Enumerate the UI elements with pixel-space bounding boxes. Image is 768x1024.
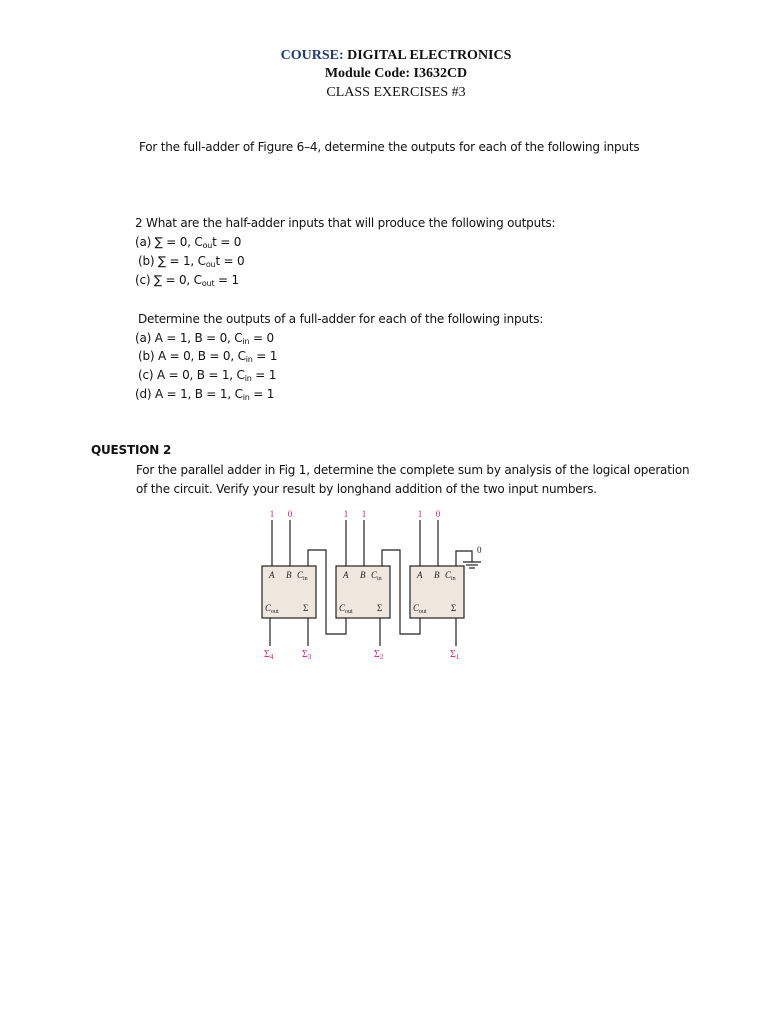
full-adder-item-b: (b) A = 0, B = 0, $C_{in} = 1$ (138, 349, 278, 364)
block-1-pin-b: B (286, 570, 292, 580)
output-sum-2: $\Sigma_2$ (374, 649, 384, 661)
block-2-pin-cin: $C_{in}$ (371, 570, 382, 582)
question-2-line-1: For the parallel adder in Fig 1, determine the complete sum by analysis of the logical operation (136, 463, 690, 477)
module-code: Module Code: I3632CD (324, 66, 468, 81)
full-adder-question: Determine the outputs of a full-adder for each of the following inputs: (138, 312, 544, 326)
question-2-title: QUESTION 2 (91, 443, 172, 457)
full-adder-item-d: (d) A = 1, B = 1, $C_{in} = 1$ (135, 387, 275, 402)
half-adder-question: 2 What are the half-adder inputs that will produce the following outputs: (135, 216, 556, 230)
input-1-b: 0 (287, 509, 293, 519)
output-sum-4: $\Sigma_4$ (264, 649, 274, 661)
exercise-title: CLASS EXERCISES #3 (326, 85, 466, 100)
block-2-pin-b: B (360, 570, 366, 580)
input-3-a: 1 (417, 509, 423, 519)
q1-intro: For the full-adder of Figure 6–4, determine the outputs for each of the following inputs (139, 140, 640, 154)
block-1-pin-cout: $C_{out}$ (265, 603, 279, 615)
block-1-pin-a: A (269, 570, 275, 580)
course-label: COURSE: (280, 48, 344, 63)
output-sum-1: $\Sigma_1$ (450, 649, 460, 661)
output-sum-3: $\Sigma_3$ (302, 649, 312, 661)
input-2-a: 1 (343, 509, 349, 519)
half-adder-item-a: (a) ∑ = 0, $C_{ou}t = 0$ (135, 235, 242, 250)
question-2-line-2: of the circuit. Verify your result by longhand addition of the two input numbers. (136, 482, 597, 496)
ground-value: 0 (477, 545, 482, 555)
block-2-pin-sum: Σ (377, 603, 383, 613)
block-1-pin-cin: $C_{in}$ (297, 570, 308, 582)
block-3-pin-cin: $C_{in}$ (445, 570, 456, 582)
full-adder-item-c: (c) A = 0, B = 1, $C_{in} = 1$ (138, 368, 277, 383)
block-3-pin-a: A (417, 570, 423, 580)
half-adder-item-c: (c) ∑ = 0, $C_{out} = 1$ (135, 273, 239, 288)
block-2-pin-cout: $C_{out}$ (339, 603, 353, 615)
block-1-pin-sum: Σ (303, 603, 309, 613)
input-3-b: 0 (435, 509, 441, 519)
block-3-pin-cout: $C_{out}$ (413, 603, 427, 615)
course-name: DIGITAL ELECTRONICS (347, 48, 512, 63)
block-3-pin-sum: Σ (451, 603, 457, 613)
input-2-b: 1 (361, 509, 367, 519)
block-3-pin-b: B (434, 570, 440, 580)
half-adder-item-b: (b) ∑ = 1, $C_{ou}t = 0$ (138, 254, 245, 269)
block-2-pin-a: A (343, 570, 349, 580)
full-adder-item-a: (a) A = 1, B = 0, $C_{in} = 0$ (135, 331, 274, 346)
input-1-a: 1 (269, 509, 275, 519)
